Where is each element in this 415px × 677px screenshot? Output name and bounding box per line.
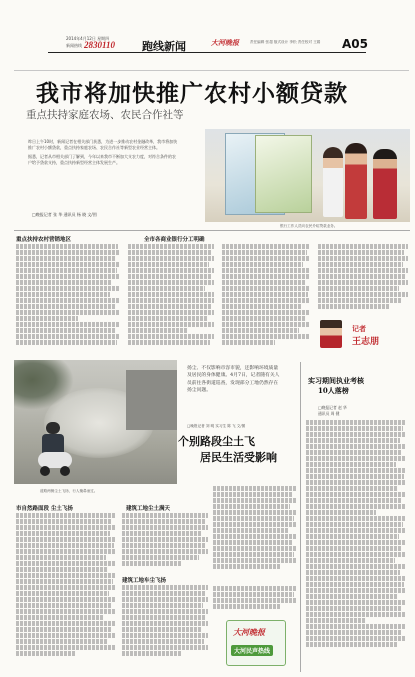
- photo-person-3: [373, 149, 397, 219]
- section-1-body: [16, 244, 120, 352]
- right-column-divider: [300, 362, 301, 672]
- lower-left-body: [16, 513, 116, 673]
- section-2-col-b: [222, 244, 310, 352]
- lower-mid-body-a: [122, 513, 208, 573]
- logo-subtitle: 大河民声热线: [231, 645, 273, 656]
- mid-headline-line-2: 居民生活受影响: [200, 451, 277, 464]
- photo-building: [126, 370, 177, 430]
- logo-title: 大河晚报: [233, 628, 265, 637]
- page-number: A05: [342, 37, 368, 51]
- header-date: 2014年4月12日 星期四: [66, 36, 110, 41]
- columnist-name: 王志朋: [352, 337, 380, 347]
- photo-person-1: [323, 147, 343, 217]
- road-photo-caption: 道路两侧尘土飞扬，行人掩鼻而过。: [40, 489, 98, 493]
- quote-text: 扬尘、不仅影响市容市貌，还影响环境质量及居民的身体健康。4月7日，记者随有关人员前往各街道巡查，发现部分工地仍然存在扬尘问题。: [187, 366, 280, 393]
- right-title-line-2: 10人落榜: [318, 386, 349, 395]
- paper-name-logo: 大河晚报: [211, 39, 239, 47]
- section-2-title: 全市各商业银行分工明确: [144, 237, 205, 243]
- quote-byline: □晚报记者 刘 明 实习生 陈 飞 文/图: [187, 424, 246, 428]
- sub-b-title: 建筑工地车尘飞扬: [122, 578, 167, 584]
- right-column-title: [308, 376, 412, 396]
- dusty-road-photo: [14, 360, 177, 484]
- bank-counter-photo: [205, 129, 410, 222]
- section-1-title: 重点扶持农村营销地区: [16, 237, 72, 243]
- right-title-line-1: 实习期间执业考核: [308, 376, 364, 385]
- subheadline: 重点扶持家庭农场、农民合作社等: [26, 109, 184, 121]
- paper-logo-box: [226, 620, 286, 666]
- photo-tree: [14, 360, 74, 410]
- columnist-box: [320, 318, 408, 352]
- section-2-col-a: [128, 244, 214, 352]
- columnist-photo: [320, 320, 342, 348]
- headline-banner: [14, 70, 409, 105]
- photo-person-2: [345, 143, 367, 219]
- lead-paragraph: [28, 139, 178, 203]
- section-name: 跑线新闻: [142, 40, 186, 53]
- lower-mid-body-b: [213, 486, 297, 578]
- lower-mid-body-c: [122, 585, 208, 671]
- editor-credits: 责任编辑 张超 版式设计 李松 责任校对 王娟: [250, 40, 321, 44]
- sub-a-title: 建筑工地尘土满天: [126, 506, 171, 512]
- mid-headline-line-1: 个别路段尘土飞: [178, 435, 255, 448]
- page-header: [48, 34, 366, 53]
- lead-text-1: 昨日上午10时，新闻记者在相关部门获悉，为进一步推动农村金融改革，我市将加快推广农村小额贷款，重点扶持家庭农场、农民合作社等新型农业经营主体。: [28, 139, 178, 151]
- left-subhead: 市自然路面段 尘土飞扬: [16, 506, 73, 512]
- photo-caption: 银行工作人员向农民介绍贷款业务。: [280, 224, 338, 228]
- lower-mid-body-d: [213, 586, 297, 614]
- photo-poster-board-2: [255, 135, 312, 213]
- lead-text-2: 据悉，记者从市相关部门了解到，今年以来我市不断加大支农力度，对符合条件的农户给予贷款支持，重点扶持新型经营主体发展生产。: [28, 153, 176, 166]
- photo-scooter-rider: [36, 422, 74, 478]
- top-byline: □晚报记者 张 华 通讯员 杨 晓 文/图: [32, 212, 97, 217]
- hotline-label: 新闻热线: [66, 43, 82, 48]
- right-byline: □晚报记者 赵 华 通讯员 周 健: [318, 405, 347, 416]
- lead-quote-box: [187, 365, 281, 420]
- main-headline: 我市将加快推广农村小额贷款: [36, 80, 348, 107]
- section-2-col-c: [318, 244, 408, 314]
- hotline-number: 2830110: [84, 40, 116, 50]
- right-column-body: [306, 420, 406, 670]
- section-divider: [14, 230, 410, 231]
- columnist-label: 记者: [352, 324, 366, 333]
